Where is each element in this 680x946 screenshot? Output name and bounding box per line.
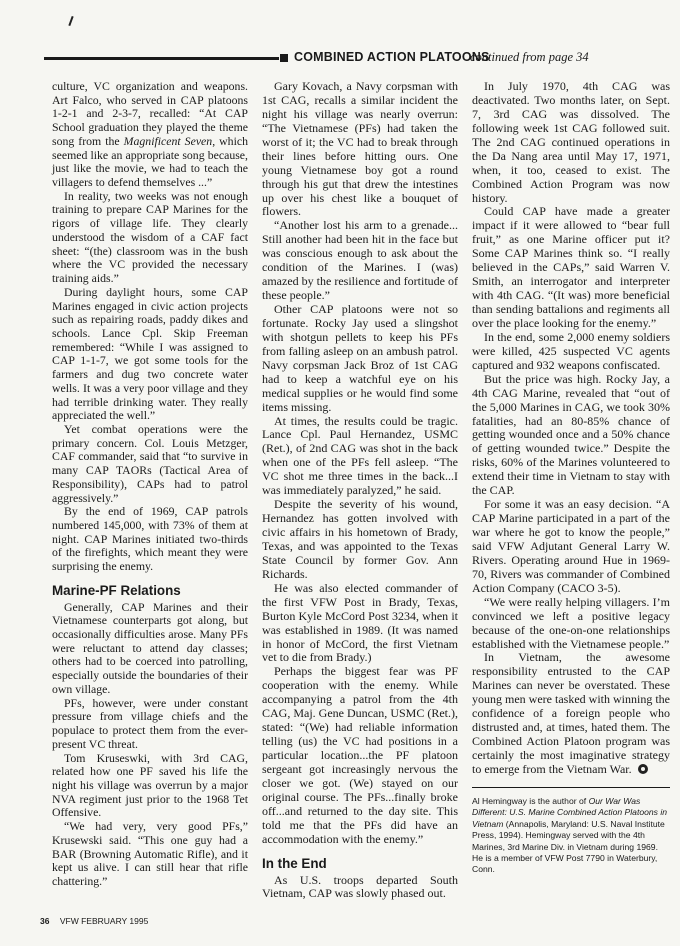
paragraph: Generally, CAP Marines and their Vietnamese counterparts got along, but occasionally difficulties arose. Many PFs were reluctant to attend day classes; others had to be coerced into patrolling, especially outside the boundaries of their own village. xyxy=(52,599,248,696)
paragraph: In reality, two weeks was not enough training to prepare CAP Marines for the rigors of village life. They clearly understood the wisdom of a CAF fact sheet: “(the) classroom was in the bush where the VC provided the necessary training aids.” xyxy=(52,188,248,286)
paragraph: By the end of 1969, CAP patrols numbered 145,000, with 73% of them at night. CAP Marines initiated two-thirds of the firefights, which meant they were surprising the enemy. xyxy=(52,504,248,574)
text-run: culture, VC organization and weapons. Art Falco, who served in CAP platoons 1-2-1 and 2-3-7, recalled: “At CAP School graduation they played the theme song from the xyxy=(52,79,248,148)
text-run: (Annapolis, Maryland: U.S. Naval Institute Press, 1994). Hemingway served with the 4th Marines, 3rd Marine Div. in Vietnam during 1969. He is a member of VFW Post 7790 in Waterbury, Conn. xyxy=(472,818,665,875)
paragraph: “We were really helping villagers. I’m convinced we left a positive legacy because of the one-on-one relationships established with the Vietnamese people.” xyxy=(472,594,670,651)
section-heading: Marine-PF Relations xyxy=(52,582,181,598)
paragraph: But the price was high. Rocky Jay, a 4th CAG Marine, revealed that “out of the 5,000 Marines in CAG, we took 30% fatalities, had an 80-85% chance of getting wounded once and a 50% chance of getting wounded twice.” Despite the risks, 60% of the Marines volunteered to extend their time in Vietnam to stay with the CAP. xyxy=(472,371,670,498)
header-rule xyxy=(44,57,279,60)
paragraph: Perhaps the biggest fear was PF cooperation with the enemy. While accompanying a patrol from the 4th CAG, Maj. Gene Duncan, USMC (Ret.), stated: “(We) had reliable information telling (us) the VC had positions in a particular location...the PF platoon sergeant got increasingly nervous the closer we got. (We) stayed on our original course. The PFs...finally broke off...and returned to the day site. This told me that the PFs did have an accommodation with the enemy.” xyxy=(262,664,458,846)
text-run: Al Hemingway is the author of xyxy=(472,795,589,806)
paragraph xyxy=(472,651,670,776)
paragraph: At times, the results could be tragic. Lance Cpl. Paul Hernandez, USMC (Ret.), of 2nd CAG was shot in the back when one of the PFs fell asleep. “The VC shot me three times in the back...I was immediately paralyzed,” he said. xyxy=(262,413,458,498)
film-title: Magnificent Seven xyxy=(123,133,213,148)
paragraph: Despite the severity of his wound, Hernandez has gotten involved with civic affairs in his hometown of Brady, Texas, and was appointed to the Texas State Council by former Gov. Ann Richards. xyxy=(262,497,458,581)
section-heading: In the End xyxy=(262,855,327,871)
paragraph xyxy=(52,80,248,190)
paragraph: Tom Kruseswki, with 3rd CAG, related how one PF saved his life the night his village was overrun by a major NVA regiment just prior to the 1968 Tet Offensive. xyxy=(52,750,248,820)
scan-mark xyxy=(68,16,73,26)
continued-note: continued from page 34 xyxy=(470,50,589,64)
bio-divider xyxy=(472,787,670,788)
paragraph: Gary Kovach, a Navy corpsman with 1st CAG, recalls a similar incident the night his village was nearly overrun: “The Vietnamese (PFs) had taken the worst of it; the VC had to break through their lines before hitting ours. One young Vietnamese boy got a round through his gut that drew the intestines up over his chest like a bouquet of flowers. xyxy=(262,79,458,219)
header-square-icon xyxy=(280,54,288,62)
paragraph: As U.S. troops departed South Vietnam, CAP was slowly phased out. xyxy=(262,872,458,901)
paragraph: Yet combat operations were the primary concern. Col. Louis Metzger, CAF commander, said that “to survive in many CAP TAORs (Tactical Area of Responsibility), CAPs had to patrol aggressively.” xyxy=(52,421,248,505)
article-column-2 xyxy=(262,80,458,901)
author-bio xyxy=(472,796,670,876)
header-title: COMBINED ACTION PLATOONS xyxy=(294,50,490,64)
paragraph: Could CAP have made a greater impact if it were allowed to “bear full fruit,” as one Marine officer put it? Some CAP Marines think so. “I really believed in the CAPs,” said Warren V. Smith, an interrogator and interpreter with 4th CAG. “(It was) more beneficial than sending battalions and regiments all over the place looking for the enemy.” xyxy=(472,204,670,330)
paragraph: “We had very, very good PFs,” Krusewski said. “This one guy had a BAR (Browning Automatic Rifle), and it kept us alive. I can still hear that rifle chattering.” xyxy=(52,819,248,888)
issue-label: VFW FEBRUARY 1995 xyxy=(59,916,149,926)
text-run: In Vietnam, the awesome responsibility entrusted to the CAP Marines can never be overstated. These young men were tasked with winning the confidence of a foreign people who distrusted and, at times, hated them. The Combined Action Platoon program was certainly the most imaginative strategy to emerge from the Vietnam War. xyxy=(472,650,670,776)
article-column-1 xyxy=(52,80,248,889)
paragraph: In July 1970, 4th CAG was deactivated. Two months later, on Sept. 7, 3rd CAG was dissolved. The following week 1st CAG followed suit. The 2nd CAG continued operations in the Da Nang area until May 17, 1971, when, it too, ceased to exist. The Combined Action Program was now history. xyxy=(472,79,670,205)
paragraph: Other CAP platoons were not so fortunate. Rocky Jay used a slingshot with shotgun pellets to keep his PFs from falling asleep on an ambush patrol. Navy corpsman Jack Broz of 1st CAG had to keep a watchful eye on his medical supplies or he would find some items missing. xyxy=(262,302,458,414)
text-run: , which seemed like an appropriate song because, just like the movie, we had to teach the villagers to defend themselves ...” xyxy=(52,133,248,190)
paragraph: For some it was an easy decision. “A CAP Marine participated in a part of the war where he got to know the people,” said VFW Adjutant General Larry W. Rivers. Operating around Hue in 1969-70, Rivers was commander of Combined Action Company (CACO 3-5). xyxy=(472,497,670,595)
paragraph: PFs, however, were under constant pressure from village chiefs and the populace to protect them from the ever-present VC threat. xyxy=(52,695,248,751)
article-column-3 xyxy=(472,80,670,876)
paragraph: “Another lost his arm to a grenade... Still another had been hit in the face but was conscious enough to ask about the condition of the Marines. I (was) amazed by the resilience and fortitude of these people.” xyxy=(262,218,458,303)
paragraph: During daylight hours, some CAP Marines engaged in civic action projects such as repairing roads, paddy dikes and schools. Lance Cpl. Skip Freeman remembered: “While I was assigned to CAP 1-1-7, we got some tools for the farmers and dug two concrete water wells. It was a very poor village and they had terrible drinking water. They really appreciated the well.” xyxy=(52,284,248,423)
running-header xyxy=(44,50,656,66)
paragraph: In the end, some 2,000 enemy soldiers were killed, 425 suspected VC agents captured and 932 weapons confiscated. xyxy=(472,329,670,372)
page-footer xyxy=(40,916,148,926)
end-of-article-icon xyxy=(638,764,648,774)
page-number: 36 xyxy=(40,916,50,926)
paragraph: He was also elected commander of the first VFW Post in Brady, Texas, Burton Kyle McCord Post 3234, when it was established in 1989. (It was named in honor of McCord, the first Vietnam vet to die from Brady.) xyxy=(262,580,458,665)
book-title: Our War Was Different: U.S. Marine Combined Action Platoons in Vietnam xyxy=(472,795,668,829)
